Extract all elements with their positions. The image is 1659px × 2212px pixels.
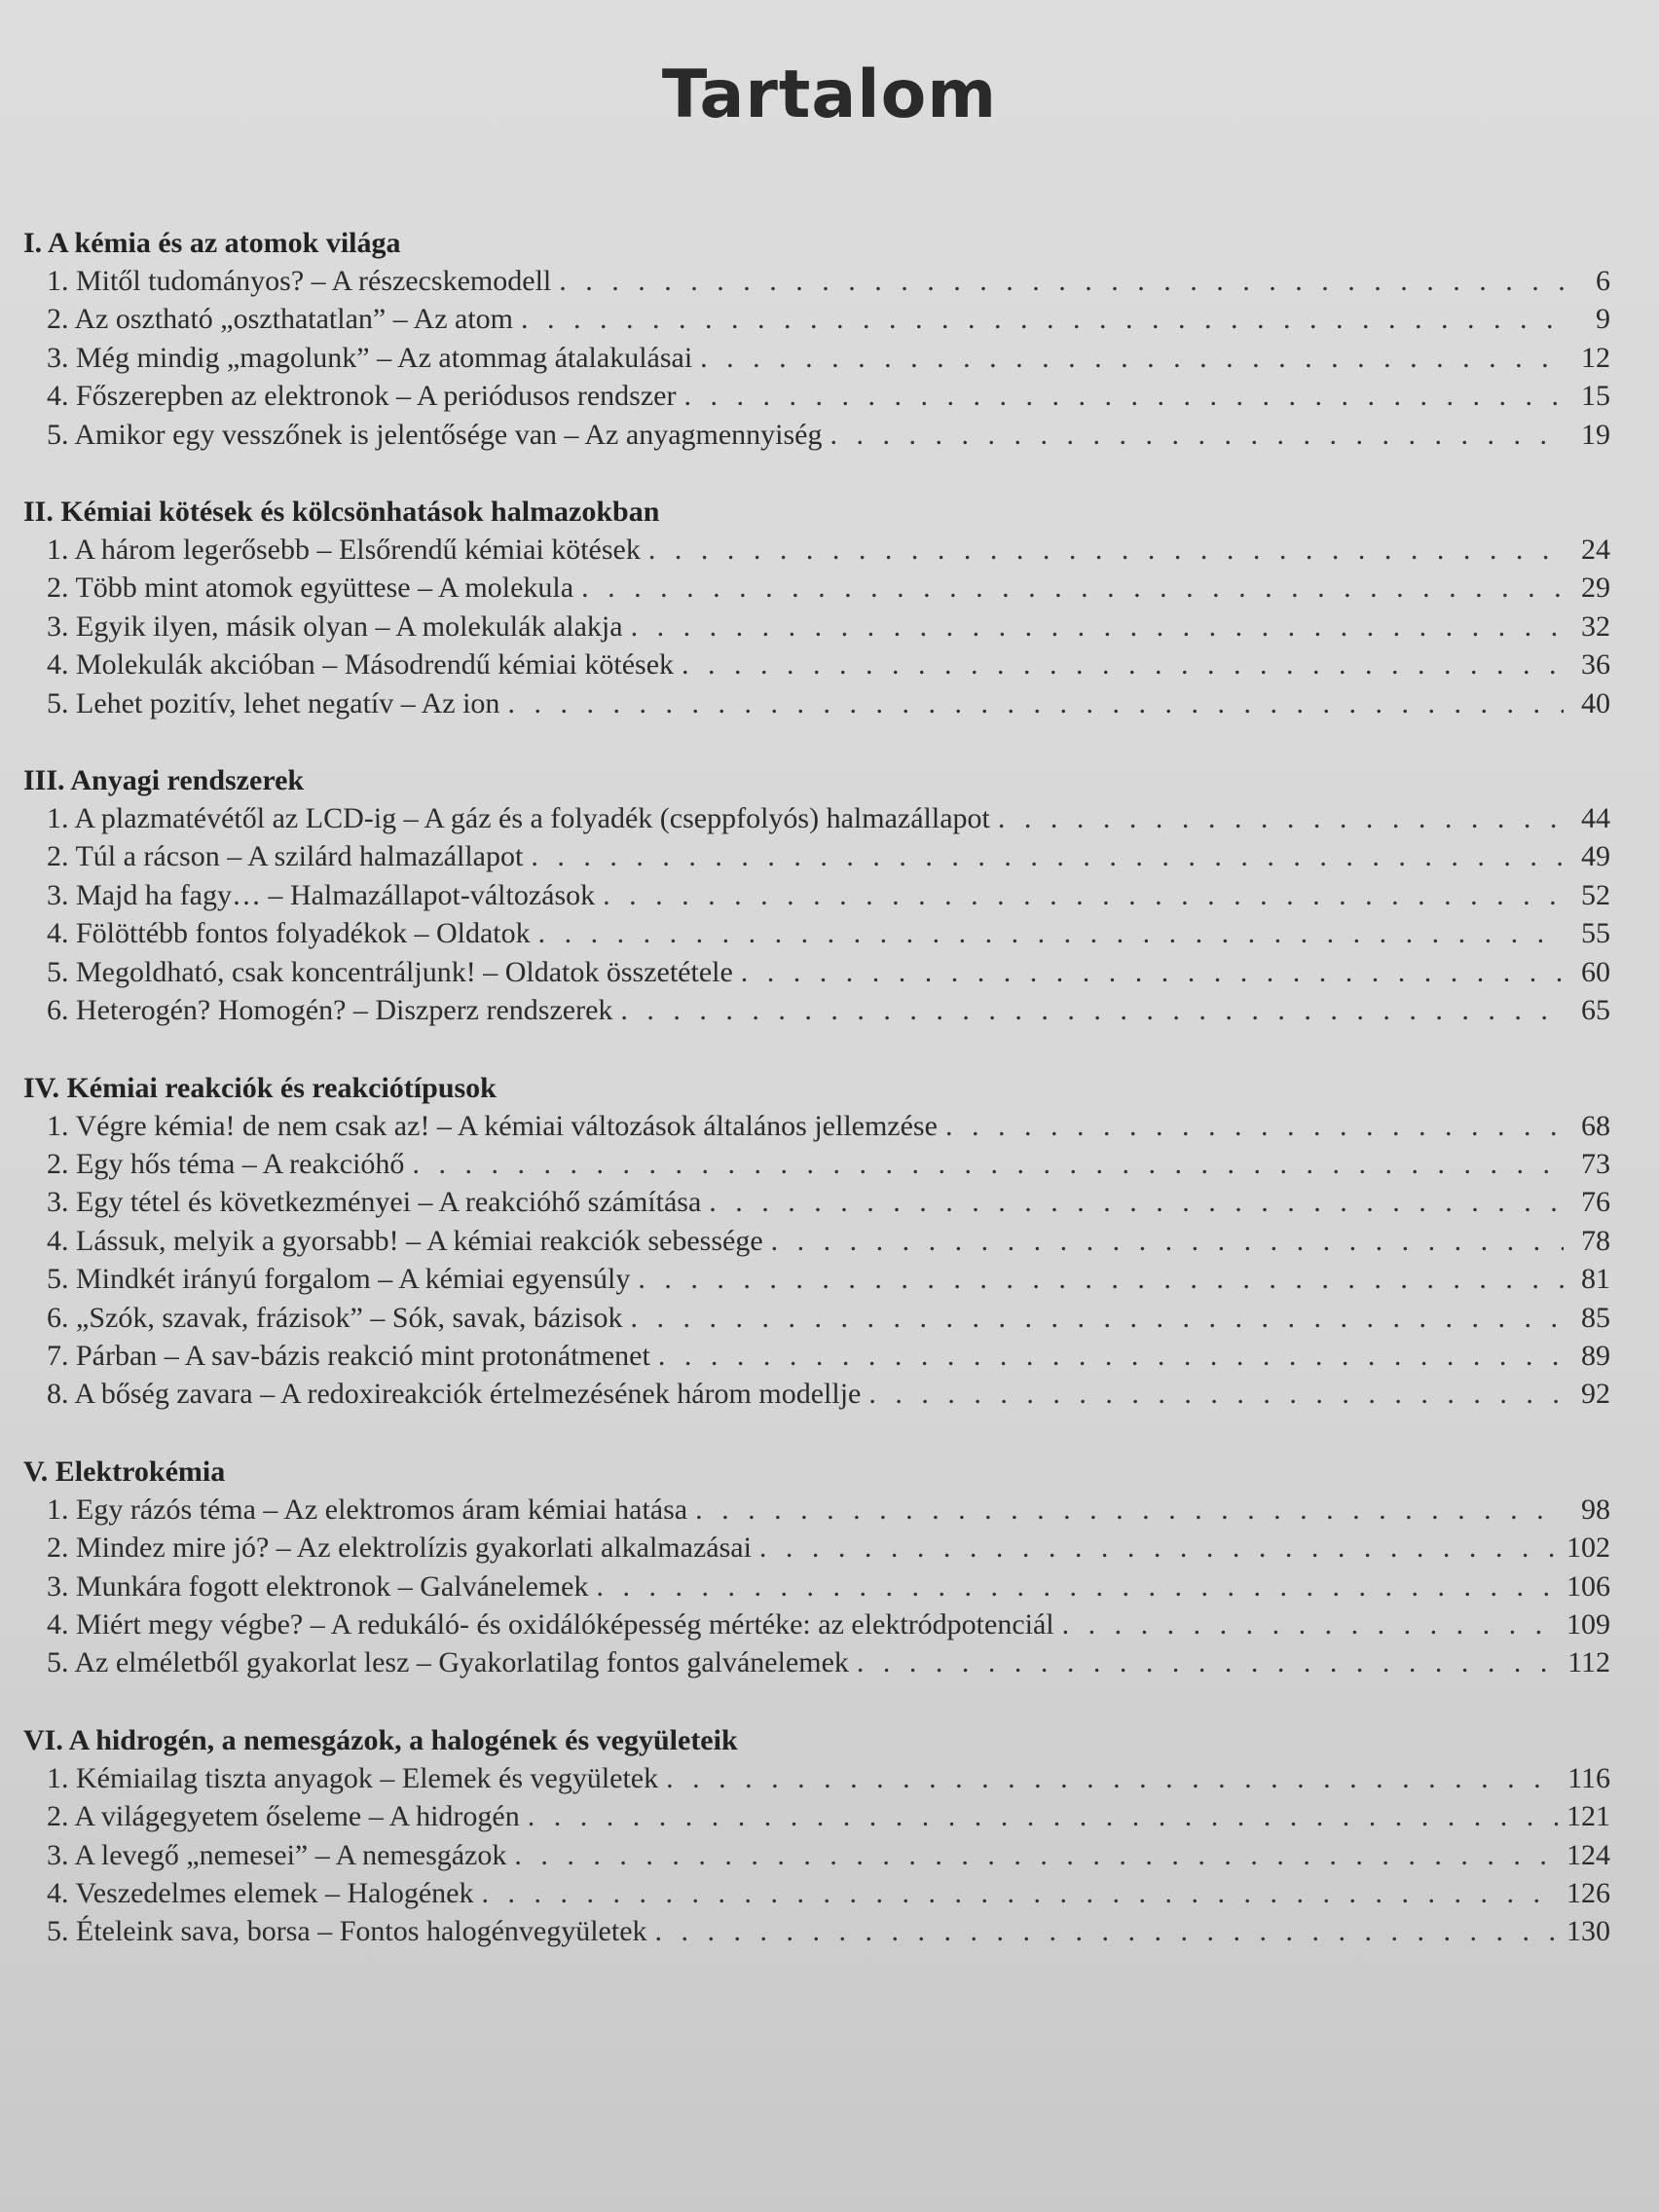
page-title: Tartalom <box>661 56 998 133</box>
toc-entry-page-number: 9 <box>1596 303 1610 336</box>
toc-entry <box>23 1491 1610 1529</box>
toc-entry-label: 4. Főszerepben az elektronok – A periódusos rendszer <box>47 380 677 413</box>
toc-entry <box>23 684 1610 722</box>
toc-entry-label: 6. „Szók, szavak, frázisok” – Sók, savak, bázisok <box>47 1301 623 1334</box>
toc-entry-page-number: 92 <box>1581 1378 1610 1411</box>
toc-entry-label: 4. Veszedelmes elemek – Halogének <box>47 1877 474 1909</box>
toc-entry-page-number: 29 <box>1581 571 1610 605</box>
dot-leader <box>857 1643 1560 1681</box>
dot-leader <box>759 1529 1559 1567</box>
toc-entry-page-number: 6 <box>1596 265 1610 297</box>
toc-entry <box>23 1107 1610 1145</box>
toc-entry-page-number: 52 <box>1581 878 1610 911</box>
toc-entry-label: 3. A levegő „nemesei” – A nemesgázok <box>47 1838 507 1871</box>
toc-entry <box>23 1145 1610 1183</box>
toc-entry-label: 4. Molekulák akcióban – Másodrendű kémiai kötések <box>47 648 675 682</box>
toc-entry-label: 3. Egy tétel és következményei – A reakcióhő számítása <box>47 1186 702 1219</box>
toc-entry-label: 8. A bőség zavara – A redoxireakciók értelmezésének három modellje <box>47 1378 862 1411</box>
toc-entry <box>23 569 1610 607</box>
dot-leader <box>638 1260 1564 1298</box>
toc-entry <box>23 1375 1610 1413</box>
toc-section <box>23 493 1610 722</box>
toc-entry-label: 1. A három legerősebb – Elsőrendű kémiai kötések <box>47 534 641 567</box>
toc-entry <box>23 1222 1610 1260</box>
toc-entry-label: 5. Lehet pozitív, lehet negatív – Az ion <box>47 686 500 719</box>
table-of-contents <box>23 224 1610 1990</box>
toc-entry <box>23 608 1610 645</box>
dot-leader <box>514 1836 1559 1874</box>
dot-leader <box>998 799 1564 837</box>
dot-leader <box>682 645 1564 683</box>
section-heading: V. Elektrokémia <box>23 1455 226 1488</box>
toc-entry <box>23 1643 1610 1681</box>
toc-entry <box>23 1605 1610 1643</box>
dot-leader <box>620 991 1564 1029</box>
dot-leader <box>603 876 1564 914</box>
toc-entry-page-number: 36 <box>1581 648 1610 682</box>
toc-entry-page-number: 89 <box>1581 1339 1610 1372</box>
toc-entry <box>23 1529 1610 1567</box>
dot-leader <box>830 416 1564 454</box>
toc-entry <box>23 1836 1610 1874</box>
toc-entry <box>23 1797 1610 1835</box>
toc-entry <box>23 1912 1610 1950</box>
toc-entry <box>23 1299 1610 1337</box>
toc-entry-label: 3. Egyik ilyen, másik olyan – A molekulák alakja <box>47 609 623 643</box>
toc-entry-label: 1. Mitől tudományos? – A részecskemodell <box>47 265 552 297</box>
toc-entry <box>23 300 1610 338</box>
toc-section <box>23 1069 1610 1414</box>
toc-entry-label: 5. Mindkét irányú forgalom – A kémiai egyensúly <box>47 1263 631 1296</box>
toc-entry-label: 3. Munkára fogott elektronok – Galvánelemek <box>47 1569 589 1603</box>
dot-leader <box>648 531 1564 569</box>
toc-entry <box>23 1260 1610 1298</box>
toc-entry <box>23 1874 1610 1912</box>
dot-leader <box>868 1375 1564 1413</box>
toc-entry-page-number: 60 <box>1581 955 1610 988</box>
toc-entry-page-number: 49 <box>1581 840 1610 873</box>
toc-entry <box>23 377 1610 415</box>
toc-entry-page-number: 102 <box>1567 1531 1610 1565</box>
dot-leader <box>1062 1605 1559 1643</box>
toc-entry <box>23 799 1610 837</box>
toc-entry-page-number: 68 <box>1581 1109 1610 1142</box>
toc-entry-page-number: 85 <box>1581 1301 1610 1334</box>
toc-entry <box>23 953 1610 991</box>
dot-leader <box>631 1299 1564 1337</box>
toc-entry-label: 4. Fölöttébb fontos folyadékok – Oldatok <box>47 917 531 950</box>
toc-entry-page-number: 65 <box>1581 994 1610 1027</box>
toc-entry-label: 4. Lássuk, melyik a gyorsabb! – A kémiai reakciók sebessége <box>47 1224 763 1257</box>
dot-leader <box>481 1874 1559 1912</box>
toc-entry-page-number: 12 <box>1581 341 1610 374</box>
dot-leader <box>666 1759 1560 1797</box>
dot-leader <box>771 1222 1564 1260</box>
toc-entry <box>23 1567 1610 1605</box>
dot-leader <box>741 953 1564 991</box>
dot-leader <box>507 684 1564 722</box>
toc-entry-label: 3. Még mindig „magolunk” – Az atommag átalakulásai <box>47 341 693 374</box>
toc-entry-page-number: 109 <box>1567 1607 1610 1641</box>
toc-entry-page-number: 73 <box>1581 1147 1610 1180</box>
toc-entry-label: 2. Egy hős téma – A reakcióhő <box>47 1147 405 1180</box>
toc-entry-label: 2. Az osztható „oszthatatlan” – Az atom <box>47 303 514 336</box>
toc-entry-page-number: 106 <box>1567 1569 1610 1603</box>
section-heading: I. A kémia és az atomok világa <box>23 227 401 259</box>
toc-entry <box>23 837 1610 875</box>
toc-entry-page-number: 81 <box>1581 1263 1610 1296</box>
dot-leader <box>631 608 1564 645</box>
toc-entry-label: 2. Mindez mire jó? – Az elektrolízis gyakorlati alkalmazásai <box>47 1531 752 1565</box>
toc-entry-label: 2. Túl a rácson – A szilárd halmazállapot <box>47 840 524 873</box>
toc-entry <box>23 416 1610 454</box>
toc-entry-label: 3. Majd ha fagy… – Halmazállapot-változások <box>47 878 596 911</box>
section-heading: IV. Kémiai reakciók és reakciótípusok <box>23 1071 497 1104</box>
dot-leader <box>559 262 1564 300</box>
toc-entry-page-number: 24 <box>1581 534 1610 567</box>
dot-leader <box>412 1145 1564 1183</box>
toc-entry-page-number: 78 <box>1581 1224 1610 1257</box>
dot-leader <box>709 1183 1564 1221</box>
toc-section <box>23 761 1610 1029</box>
toc-entry <box>23 339 1610 377</box>
toc-entry <box>23 1183 1610 1221</box>
toc-entry-label: 1. Kémiailag tiszta anyagok – Elemek és vegyületek <box>47 1761 659 1794</box>
toc-entry-label: 6. Heterogén? Homogén? – Diszperz rendszerek <box>47 994 613 1027</box>
toc-entry-label: 1. A plazmatévétől az LCD-ig – A gáz és a folyadék (cseppfolyós) halmazállapot <box>47 802 990 835</box>
dot-leader <box>683 377 1564 415</box>
dot-leader <box>528 1797 1559 1835</box>
toc-entry-page-number: 98 <box>1581 1493 1610 1526</box>
toc-section <box>23 224 1610 454</box>
toc-entry-page-number: 121 <box>1567 1800 1610 1833</box>
toc-entry-page-number: 126 <box>1567 1877 1610 1909</box>
toc-entry-page-number: 124 <box>1567 1838 1610 1871</box>
dot-leader <box>581 569 1564 607</box>
toc-entry-page-number: 15 <box>1581 380 1610 413</box>
toc-entry-page-number: 116 <box>1567 1761 1610 1794</box>
toc-entry-page-number: 32 <box>1581 609 1610 643</box>
toc-entry-label: 2. Több mint atomok együttese – A molekula <box>47 571 574 605</box>
toc-entry <box>23 914 1610 952</box>
section-heading: II. Kémiai kötések és kölcsönhatások halmazokban <box>23 496 660 529</box>
toc-section <box>23 1721 1610 1951</box>
toc-entry <box>23 262 1610 300</box>
toc-entry <box>23 991 1610 1029</box>
toc-entry-page-number: 130 <box>1567 1915 1610 1948</box>
toc-entry-page-number: 76 <box>1581 1186 1610 1219</box>
toc-entry <box>23 876 1610 914</box>
toc-entry-label: 7. Párban – A sav-bázis reakció mint protonátmenet <box>47 1339 650 1372</box>
toc-entry-label: 5. Megoldható, csak koncentráljunk! – Oldatok összetétele <box>47 955 733 988</box>
dot-leader <box>655 1912 1559 1950</box>
toc-entry-label: 5. Amikor egy vesszőnek is jelentősége van – Az anyagmennyiség <box>47 418 823 451</box>
toc-section <box>23 1453 1610 1682</box>
dot-leader <box>658 1337 1564 1375</box>
dot-leader <box>695 1491 1564 1529</box>
dot-leader <box>700 339 1564 377</box>
dot-leader <box>945 1107 1564 1145</box>
dot-leader <box>531 837 1564 875</box>
toc-entry-label: 1. Végre kémia! de nem csak az! – A kémiai változások általános jellemzése <box>47 1109 938 1142</box>
dot-leader <box>521 300 1564 338</box>
toc-entry-label: 4. Miért megy végbe? – A redukáló- és oxidálóképesség mértéke: az elektródpotenciál <box>47 1607 1054 1641</box>
toc-entry-page-number: 19 <box>1581 418 1610 451</box>
toc-entry <box>23 531 1610 569</box>
toc-entry-label: 5. Az elméletből gyakorlat lesz – Gyakorlatilag fontos galvánelemek <box>47 1646 849 1679</box>
toc-entry <box>23 645 1610 683</box>
toc-entry-page-number: 112 <box>1567 1646 1610 1679</box>
toc-entry-label: 5. Ételeink sava, borsa – Fontos halogénvegyületek <box>47 1915 647 1948</box>
dot-leader <box>538 914 1564 952</box>
toc-entry-page-number: 55 <box>1581 917 1610 950</box>
section-heading: III. Anyagi rendszerek <box>23 764 305 797</box>
section-heading: VI. A hidrogén, a nemesgázok, a halogének és vegyületeik <box>23 1723 738 1756</box>
toc-entry-label: 2. A világegyetem őseleme – A hidrogén <box>47 1800 520 1833</box>
toc-entry-page-number: 44 <box>1581 802 1610 835</box>
toc-entry <box>23 1759 1610 1797</box>
dot-leader <box>597 1567 1560 1605</box>
toc-entry-label: 1. Egy rázós téma – Az elektromos áram kémiai hatása <box>47 1493 688 1526</box>
toc-entry-page-number: 40 <box>1581 686 1610 719</box>
toc-entry <box>23 1337 1610 1375</box>
